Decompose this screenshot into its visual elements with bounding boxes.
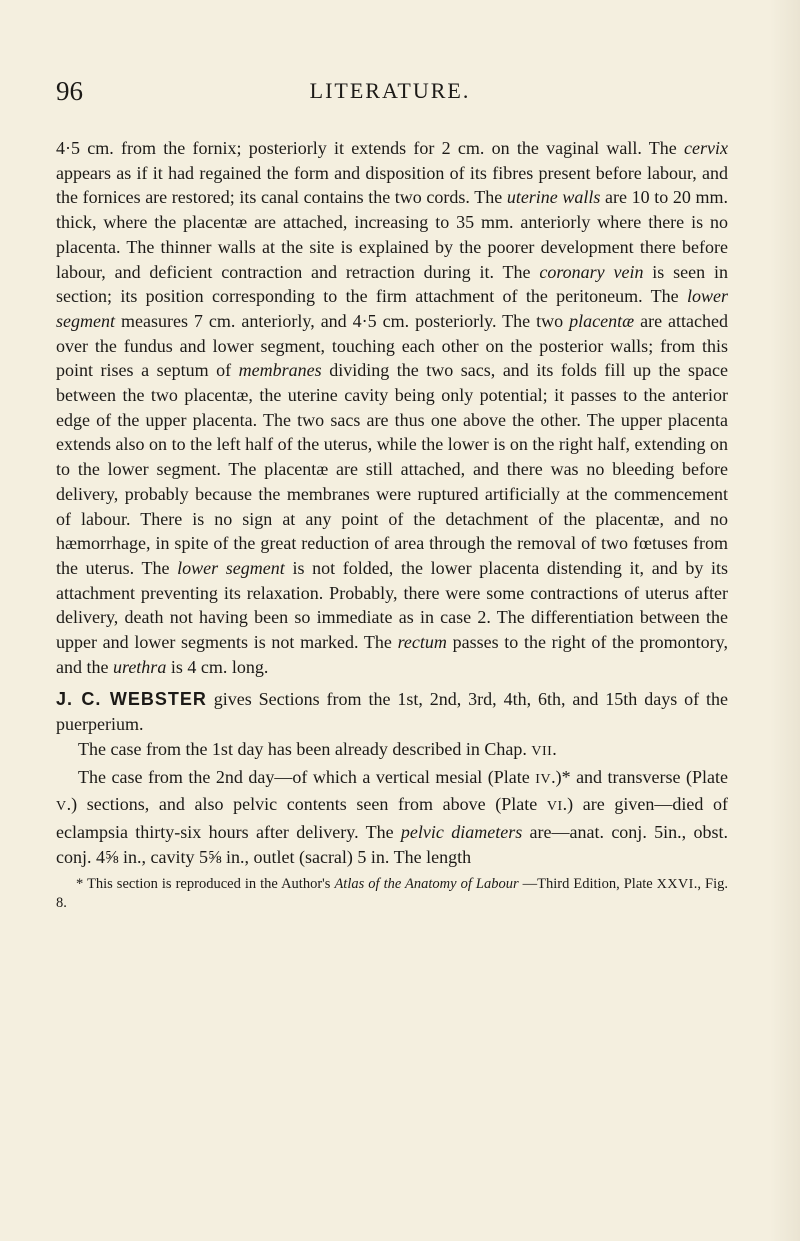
term-lower-segment: lower segment (177, 557, 285, 578)
text-run: * This section is reproduced in the Author's (76, 876, 335, 893)
text-run: is 4 cm. long. (166, 656, 269, 677)
term-membranes: membranes (238, 360, 322, 381)
text-run: ., Fig. 8. (56, 876, 728, 912)
text-run: . (552, 738, 557, 759)
chapter-ref: VII (531, 743, 553, 759)
plate-ref: VI (546, 799, 563, 815)
text-run: .) sections, and also pelvic contents seen from above (Plate (66, 794, 547, 815)
term-cervix: cervix (684, 138, 728, 158)
text-run: —Third Edition, Plate (518, 876, 657, 893)
text-run: .)* and transverse (Plate (551, 766, 729, 787)
text-run: are—anat. conj. 5in., obst. conj. 4⅝ in., cavity 5⅝ in., outlet (sacral) 5 in. The length (56, 821, 728, 867)
page-edge-shadow (770, 0, 800, 1241)
term-rectum: rectum (397, 632, 447, 653)
text-run: The case from the 1st day has been already described in Chap. (78, 738, 532, 759)
paragraph-1 (56, 136, 728, 679)
footnote (56, 875, 728, 913)
text-run: dividing the two sacs, and its folds fill up the space between the two placentæ, the uterine cavity being only potential; it passes to the anterior edge of the upper placenta. The two sacs are thus one above the other. The upper placenta extends also on to the left half of the uterus, while the lower is on the right half, extending on to the lower segment. The placentæ are still attached, and there was no bleeding before delivery, probably because the membranes were ruptured artificially at the commencement of labour. There is no sign at any point of the detachment of the placentæ, and no hæmorrhage, in spite of the great reduction of area through the removal of two fœtuses from the uterus. The (56, 360, 728, 578)
text-run: The case from the 2nd day—of which a vertical mesial (Plate (78, 766, 536, 787)
page-header (56, 76, 724, 106)
term-coronary-vein: coronary vein (539, 261, 644, 282)
text-run: gives Sections from the 1st, 2nd, 3rd, 4th, 6th, and 15th days of the puerperium. (56, 689, 728, 735)
term-placentae: placentæ (569, 310, 635, 331)
atlas-title: Atlas of the Anatomy of Labour (334, 876, 519, 893)
text-run: are attached over the fundus and lower segment, touching each other on the posterior walls; from this point rises a septum of (56, 310, 729, 381)
term-lower-segment: lower segment (56, 286, 728, 331)
text-run: 4·5 cm. from the fornix; posteriorly it extends for 2 cm. on the vaginal wall. The (56, 138, 685, 158)
paragraph-3b (56, 765, 728, 870)
text-run: are 10 to 20 mm. thick, where the placentæ are attached, increasing to 35 mm. anteriorly where there is no placenta. The thinner walls at the site is explained by the poorer development there before labour, and deficient contraction and retraction during it. The (56, 187, 729, 282)
term-pelvic-diameters: pelvic diameters (400, 821, 523, 842)
body-text (56, 136, 728, 913)
paragraph-2 (56, 687, 728, 736)
text-run: is not folded, the lower placenta distending it, and by its attachment preventing its relaxation. Probably, there were some contractions of uterus after delivery, death not having been so immediate as in case 2. The differentiation between the upper and lower segments is not marked. The (56, 557, 729, 653)
text-run: measures 7 cm. anteriorly, and 4·5 cm. posteriorly. The two (114, 310, 570, 331)
term-urethra: urethra (112, 656, 167, 677)
running-head: LITERATURE. (309, 78, 471, 103)
text-run: is seen in section; its position corresponding to the firm attachment of the peritoneum. The (56, 261, 728, 307)
paragraph-3a (56, 737, 728, 765)
plate-ref: V (56, 799, 67, 815)
text-run: .) are given—died of eclampsia thirty-six hours after delivery. The (56, 794, 728, 842)
text-run: appears as if it had regained the form and disposition of its fibres present before labour, and the fornices are restored; its canal contains the two cords. The (56, 162, 728, 208)
plate-ref: XXVI (656, 877, 694, 893)
page-number: 96 (56, 76, 83, 106)
text-run: passes to the right of the promontory, and the (56, 632, 728, 677)
term-uterine-walls: uterine walls (506, 187, 601, 208)
author-name: J. C. WEBSTER (56, 689, 207, 710)
plate-ref: IV (535, 771, 552, 787)
